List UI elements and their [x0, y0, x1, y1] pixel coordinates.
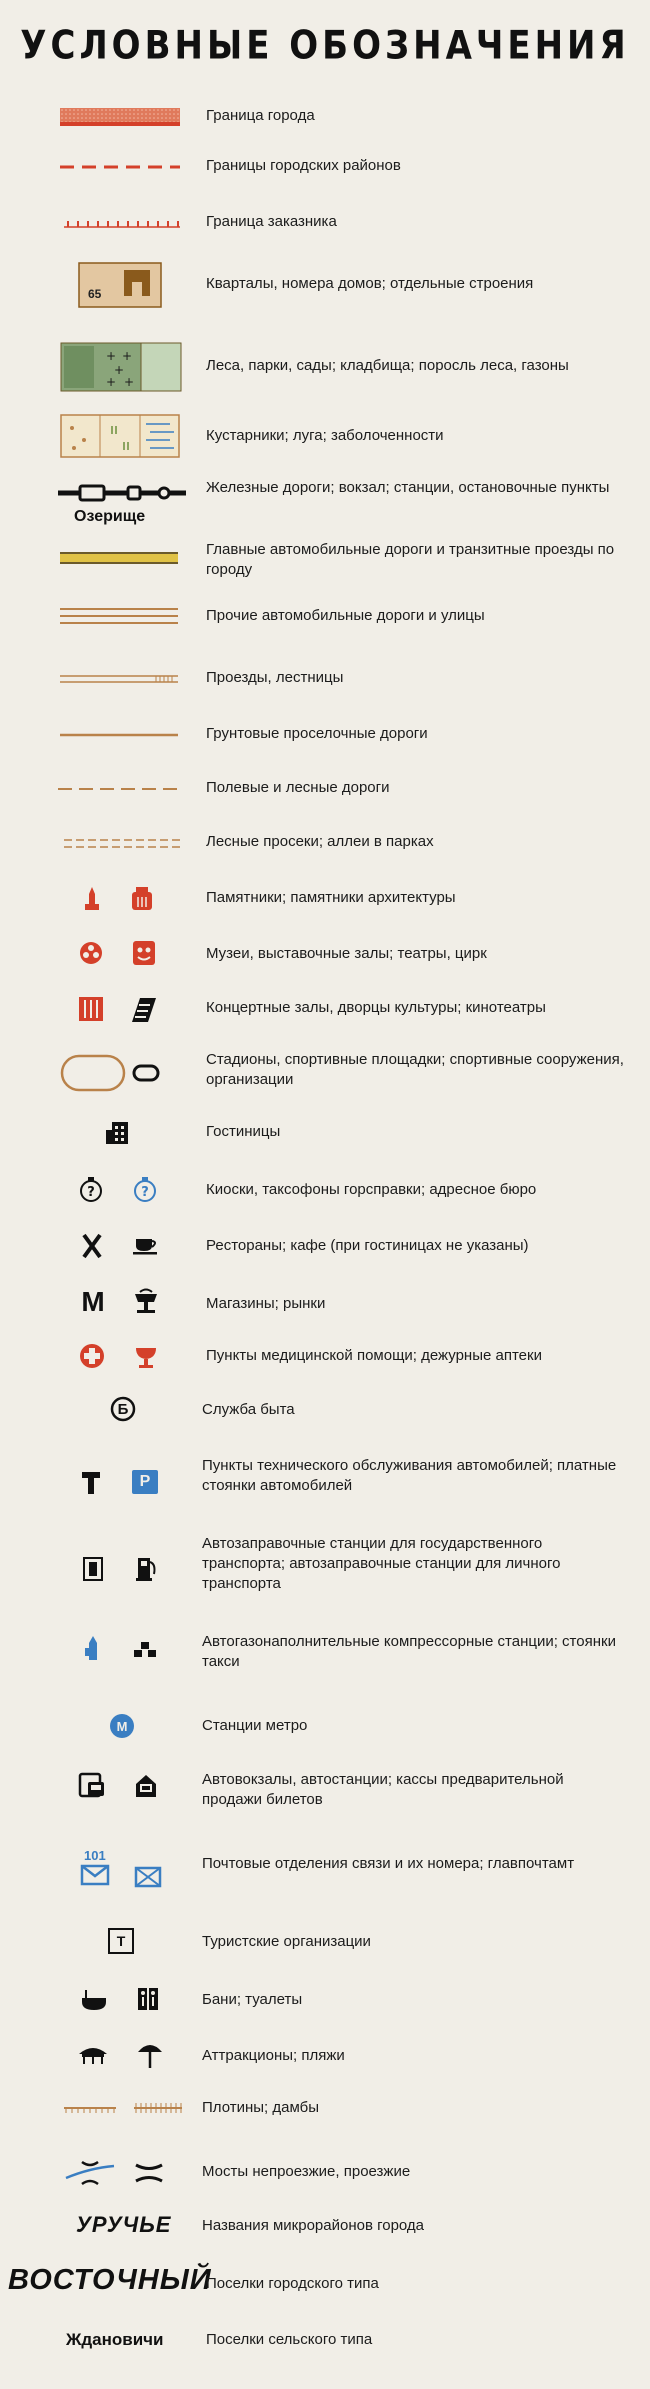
weir-symbol [64, 2104, 118, 2114]
svg-text:+: + [106, 349, 117, 363]
legend-label: Почтовые отделения связи и их номера; главпочтамт [202, 1855, 575, 1872]
post-office-icon [80, 1864, 110, 1886]
toilet-icon [136, 1986, 160, 2012]
legend-label: Мосты непроезжие, проезжие [202, 2163, 411, 2180]
theater-icon [132, 940, 156, 966]
city-border-symbol [60, 108, 180, 138]
shrubs-symbol [60, 414, 180, 458]
taxi-stand-icon [132, 1640, 158, 1660]
railway-symbol [58, 482, 188, 504]
legend-label: Названия микрорайонов города [202, 2217, 425, 2234]
reserve-border-symbol [64, 218, 184, 230]
legend-label: Железные дороги; вокзал; станции, остановочные пункты [206, 479, 610, 496]
legend-label: Музеи, выставочные залы; театры, цирк [206, 945, 487, 962]
forest-symbol [60, 342, 182, 392]
address-bureau-icon [132, 1176, 158, 1204]
legend-label: Полевые и лесные дороги [206, 779, 390, 796]
bathhouse-icon [80, 1988, 108, 2012]
car-service-icon [80, 1470, 102, 1496]
legend-label: Рестораны; кафе (при гостиницах не указаны) [206, 1237, 529, 1254]
legend-label: Туристские организации [202, 1933, 371, 1950]
shop-icon: М [81, 1286, 105, 1317]
svg-text:?: ? [87, 1185, 95, 1200]
legend-label: Стадионы, спортивные площадки; спортивные сооружения, организации [206, 1051, 624, 1088]
fuel-station-private-icon [134, 1554, 158, 1582]
legend-label: Пункты технического обслуживания автомобилей; платные стоянки автомобилей [202, 1457, 617, 1494]
legend-label: Пункты медицинской помощи; дежурные аптеки [206, 1347, 542, 1364]
legend-label: Граница заказника [206, 213, 337, 230]
legend-label: Памятники; памятники архитектуры [206, 889, 456, 906]
beach-icon [136, 2040, 164, 2070]
dike-symbol [134, 2102, 184, 2114]
info-kiosk-icon [78, 1176, 104, 1204]
page-title: УСЛОВНЫЕ ОБОЗНАЧЕНИЯ [20, 23, 630, 69]
cinema-icon [130, 996, 158, 1024]
village-sample: Ждановичи [66, 2330, 164, 2349]
legend-label: Концертные залы, дворцы культуры; кинотеатры [206, 999, 546, 1016]
blocks-symbol [78, 262, 162, 308]
house-number: 65 [88, 287, 102, 301]
svg-text:+: + [114, 363, 125, 377]
station-name: Озерище [74, 508, 146, 525]
legend-label: Прочие автомобильные дороги и улицы [206, 607, 485, 624]
district-border-symbol [60, 164, 180, 170]
sports-facility-icon [132, 1064, 160, 1082]
road-bridge-symbol [134, 2162, 164, 2184]
legend-label: Автогазонаполнительные компрессорные станции; стоянки такси [202, 1633, 616, 1670]
legend-label: Кварталы, номера домов; отдельные строения [206, 275, 534, 292]
legend-label: Киоски, таксофоны горсправки; адресное бюро [206, 1181, 537, 1198]
museum-icon [78, 940, 104, 966]
legend-label: Кустарники; луга; заболоченности [206, 427, 444, 444]
legend-label: Магазины; рынки [206, 1295, 326, 1312]
concert-hall-icon [78, 996, 104, 1022]
legend-label: Грунтовые проселочные дороги [206, 725, 428, 742]
svg-text:?: ? [141, 1185, 149, 1200]
legend-label: Автовокзалы, автостанции; кассы предварительной продажи билетов [202, 1771, 564, 1808]
passage-symbol [60, 674, 178, 684]
legend-label: Гостиницы [206, 1123, 281, 1140]
parking-icon: P [132, 1470, 158, 1494]
legend-label: Лесные просеки; аллеи в парках [206, 833, 434, 850]
gas-station-icon [82, 1634, 104, 1664]
footbridge-symbol [64, 2158, 116, 2188]
legend-label: Станции метро [202, 1717, 308, 1734]
medical-aid-icon [78, 1342, 106, 1370]
dirt-road-symbol [60, 732, 178, 738]
legend-label: Служба быта [202, 1401, 295, 1418]
monument-icon [82, 886, 102, 912]
svg-text:+: + [124, 375, 135, 389]
svg-text:+: + [106, 375, 117, 389]
legend-label: Автозаправочные станции для государственного транспорта; автозаправочные станции для личного транспорта [202, 1535, 561, 1592]
stadium-symbol [60, 1054, 126, 1092]
legend-label: Бани; туалеты [202, 1991, 303, 2008]
metro-icon: М [110, 1714, 134, 1738]
legend-label: Аттракционы; пляжи [202, 2047, 345, 2064]
hotel-icon [104, 1120, 130, 1146]
tourist-office-icon: Т [108, 1928, 134, 1954]
legend-label: Граница города [206, 107, 315, 124]
attraction-icon [76, 2042, 110, 2066]
market-icon [132, 1288, 160, 1316]
legend-label: Поселки сельского типа [206, 2331, 373, 2348]
township-sample: ВОСТОЧНЫЙ [8, 2264, 212, 2296]
svg-text:+: + [122, 349, 133, 363]
other-road-symbol [60, 606, 178, 626]
ticket-office-icon [132, 1772, 160, 1800]
pharmacy-icon [132, 1342, 160, 1370]
field-road-symbol [58, 786, 178, 792]
microdistrict-sample: УРУЧЬЕ [76, 2212, 172, 2237]
service-letter: Б [117, 1400, 129, 1418]
bus-station-icon [78, 1772, 108, 1800]
legend-label: Границы городских районов [206, 157, 401, 174]
legend-label: Поселки городского типа [206, 2275, 379, 2292]
main-post-office-icon [134, 1866, 162, 1888]
legend-label: Главные автомобильные дороги и транзитные проезды по городу [206, 541, 615, 578]
main-road-symbol [60, 552, 178, 566]
legend-label: Проезды, лестницы [206, 669, 344, 686]
fuel-station-state-icon [82, 1556, 104, 1582]
legend-label: Леса, парки, сады; кладбища; поросль леса, газоны [206, 357, 569, 374]
architecture-monument-icon [130, 886, 154, 912]
cafe-icon [132, 1236, 160, 1256]
restaurant-icon [80, 1232, 104, 1260]
clearing-symbol [64, 838, 180, 850]
legend-label: Плотины; дамбы [202, 2099, 319, 2116]
post-office-number: 101 [84, 1848, 106, 1863]
